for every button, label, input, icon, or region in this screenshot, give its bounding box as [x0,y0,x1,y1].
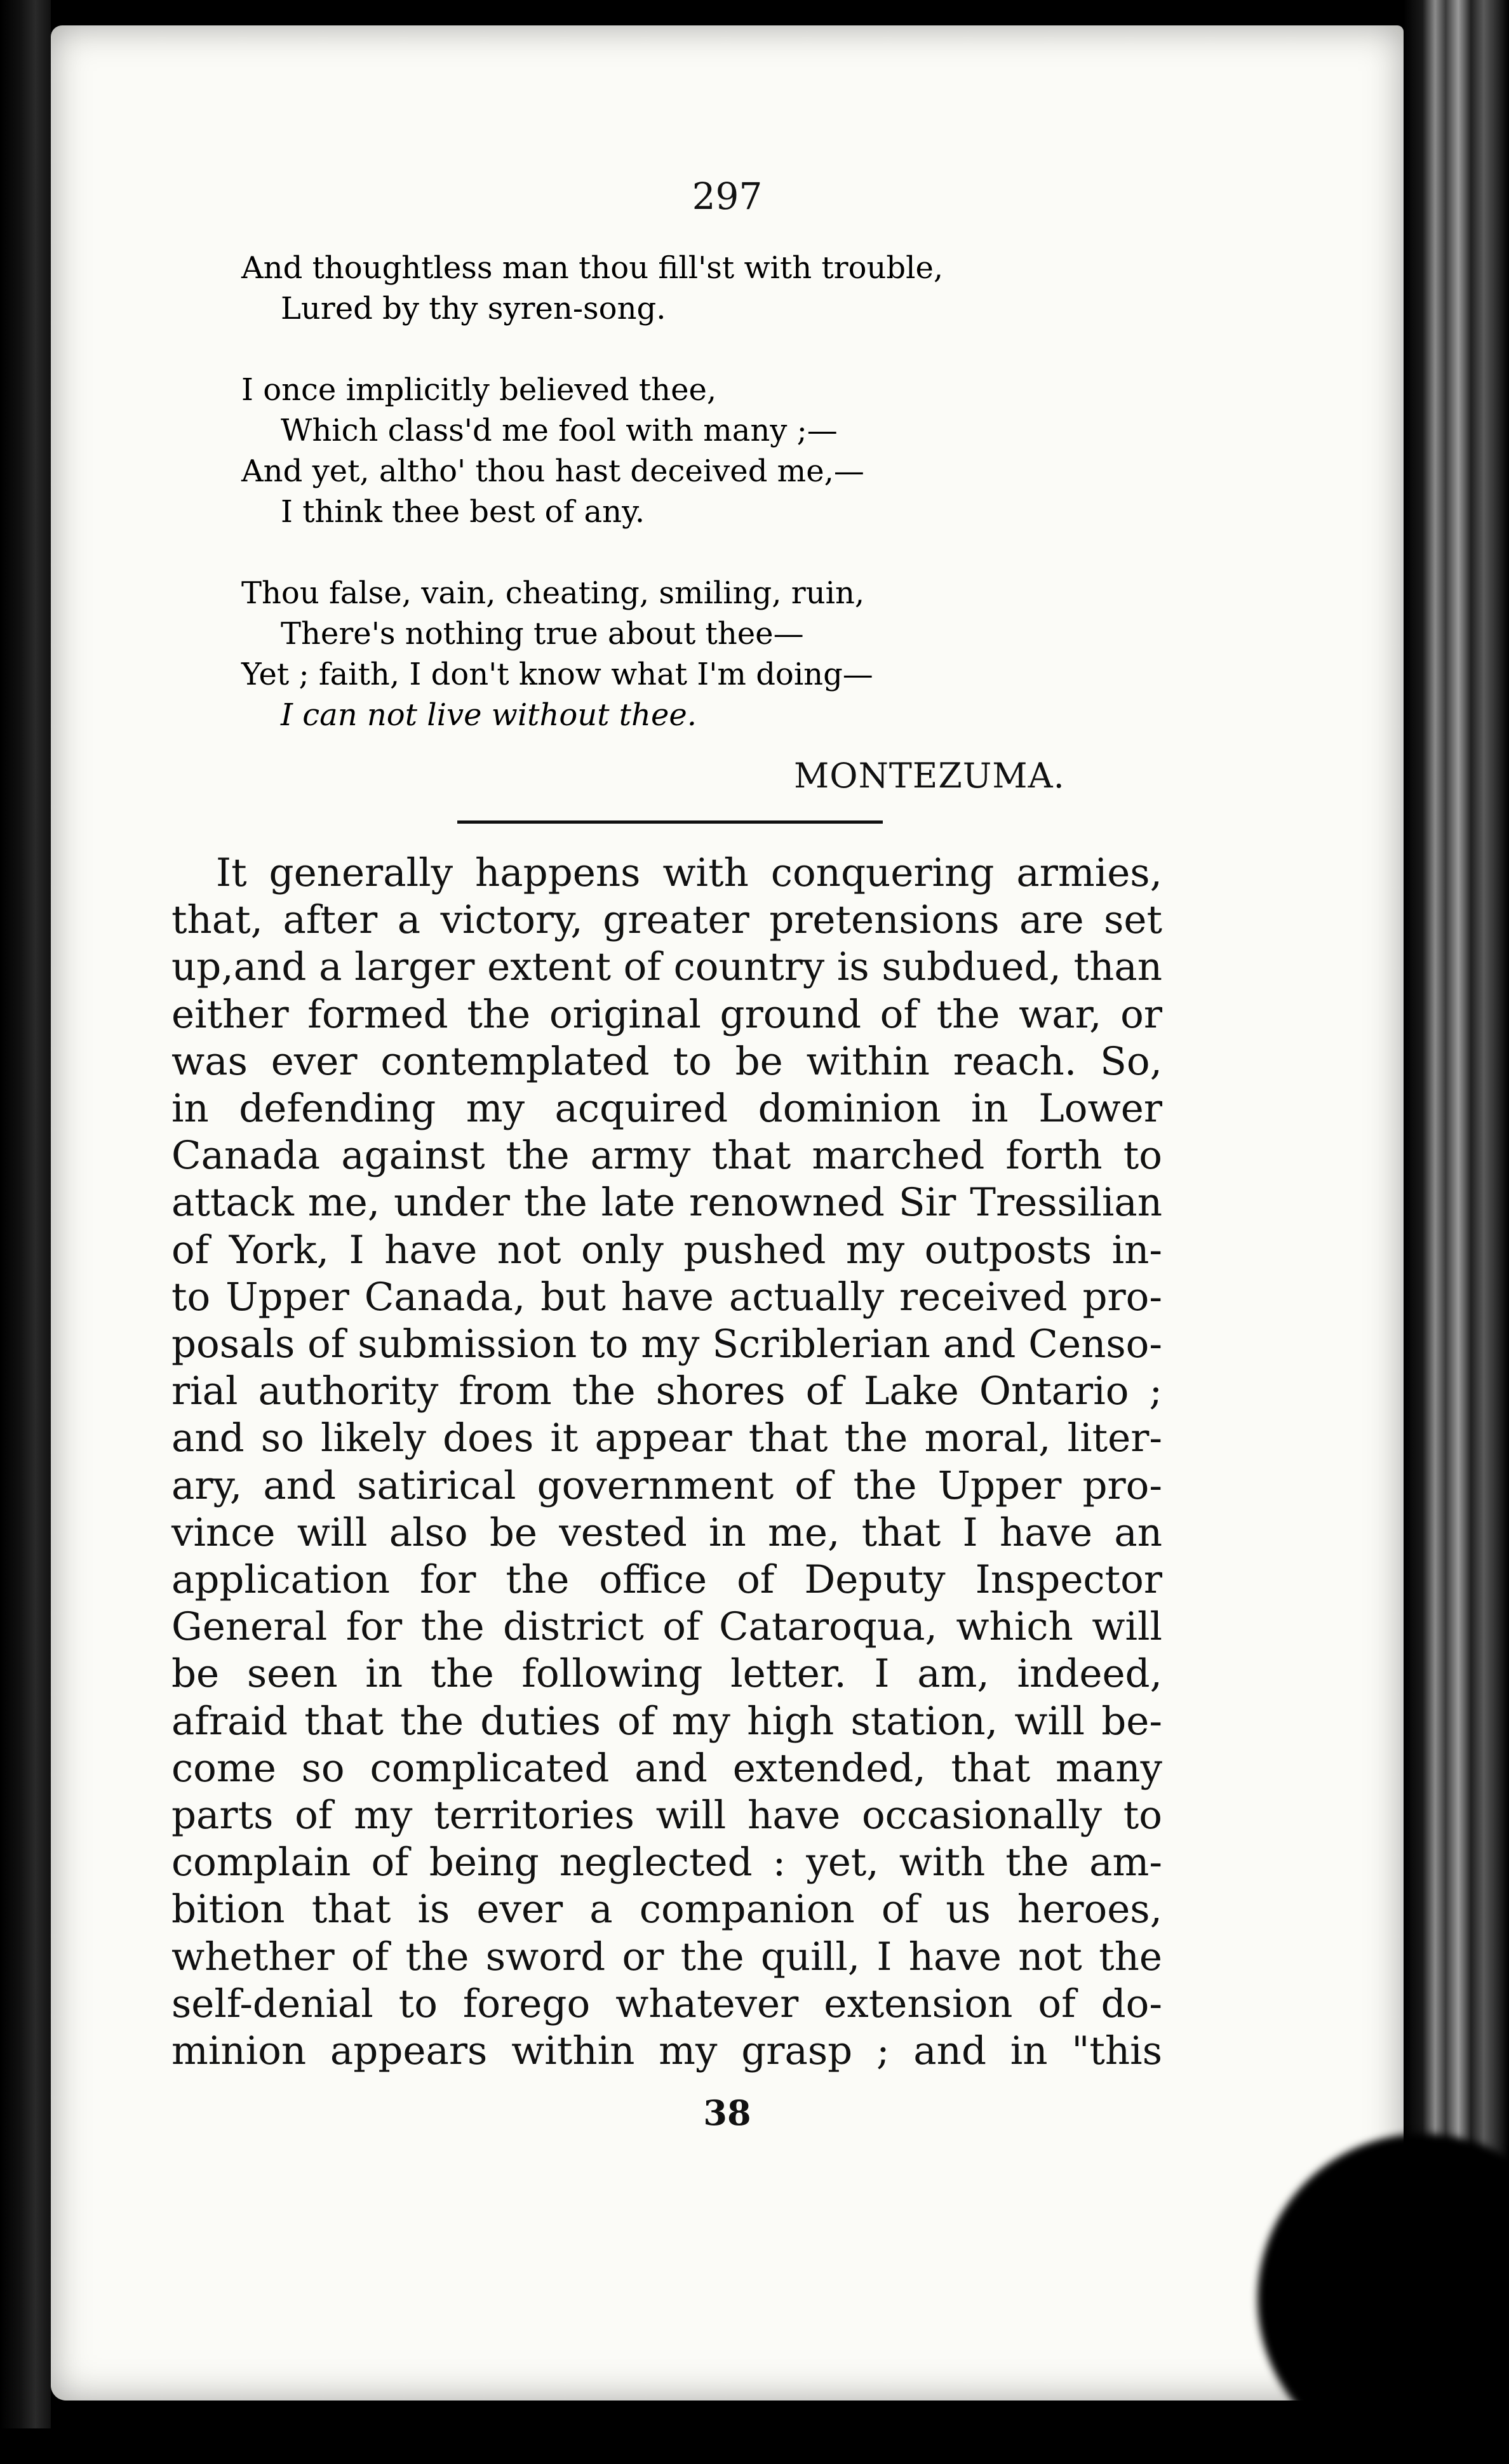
page-edges-right [1404,0,1509,2428]
poem-line: Yet ; faith, I don't know what I'm doing— [241,657,873,692]
page-number: 297 [692,175,763,218]
prose-line: attack me, under the late renowned Sir Tressilian [171,1180,1162,1226]
prose-line: bition that is ever a companion of us heroes, [171,1887,1162,1932]
poem-line: I think thee best of any. [281,494,645,530]
prose-line: of York, I have not only pushed my outposts in- [171,1227,1162,1273]
poem-stanza-3 [241,573,943,735]
poem-line: And yet, altho' thou hast deceived me,— [241,453,864,489]
poem-stanza-2 [241,370,943,532]
prose-line: come so complicated and extended, that many [171,1745,1162,1791]
prose-line: that, after a victory, greater pretensions are set [171,897,1162,943]
prose-body [171,850,1162,2075]
poem-line: Thou false, vain, cheating, smiling, ruin, [241,575,865,611]
prose-line: whether of the sword or the quill, I have not the [171,1934,1162,1979]
poem-line: Which class'd me fool with many ;— [281,413,838,448]
prose-line: ary, and satirical government of the Upper pro- [171,1463,1162,1508]
prose-line: in defending my acquired dominion in Lower [171,1086,1162,1132]
prose-line: application for the office of Deputy Inspector [171,1557,1162,1603]
signature-mark: 38 [703,2092,751,2133]
prose-line: posals of submission to my Scriblerian and Censo- [171,1322,1162,1367]
prose-line: It generally happens with conquering armies, [216,850,1162,895]
poem-line: Lured by thy syren-song. [281,291,666,326]
prose-line: rial authority from the shores of Lake Ontario ; [171,1369,1162,1414]
prose-line: self-denial to forego whatever extension of do- [171,1981,1162,2026]
poem-stanza-1 [241,248,943,329]
poem-signature: MONTEZUMA. [794,756,1065,796]
section-divider [457,820,883,824]
prose-line: was ever contemplated to be within reach. So, [171,1038,1162,1084]
prose-line: afraid that the duties of my high station, will be- [171,1698,1162,1744]
prose-line: be seen in the following letter. I am, indeed, [171,1651,1162,1697]
poem-line: And thoughtless man thou fill'st with trouble, [241,250,944,286]
book-page [51,25,1404,2400]
prose-line: minion appears within my grasp ; and in "this [171,2028,1162,2074]
prose-line: up,and a larger extent of country is subdued, than [171,944,1162,990]
poem-line: I once implicitly believed thee, [241,372,717,408]
prose-line: either formed the original ground of the war, or [171,991,1162,1037]
prose-line: Canada against the army that marched forth to [171,1133,1162,1179]
prose-line: and so likely does it appear that the moral, liter- [171,1416,1162,1461]
prose-line: to Upper Canada, but have actually received pro- [171,1274,1162,1320]
prose-line: parts of my territories will have occasionally to [171,1793,1162,1838]
prose-line: complain of being neglected : yet, with the am- [171,1840,1162,1885]
prose-line: General for the district of Cataroqua, which will [171,1604,1162,1650]
prose-line: vince will also be vested in me, that I have an [171,1510,1162,1555]
scan-border-left [0,0,51,2428]
poem-line: There's nothing true about thee— [281,616,804,652]
poem-line: I can not live without thee. [281,697,697,733]
poem [241,248,943,735]
